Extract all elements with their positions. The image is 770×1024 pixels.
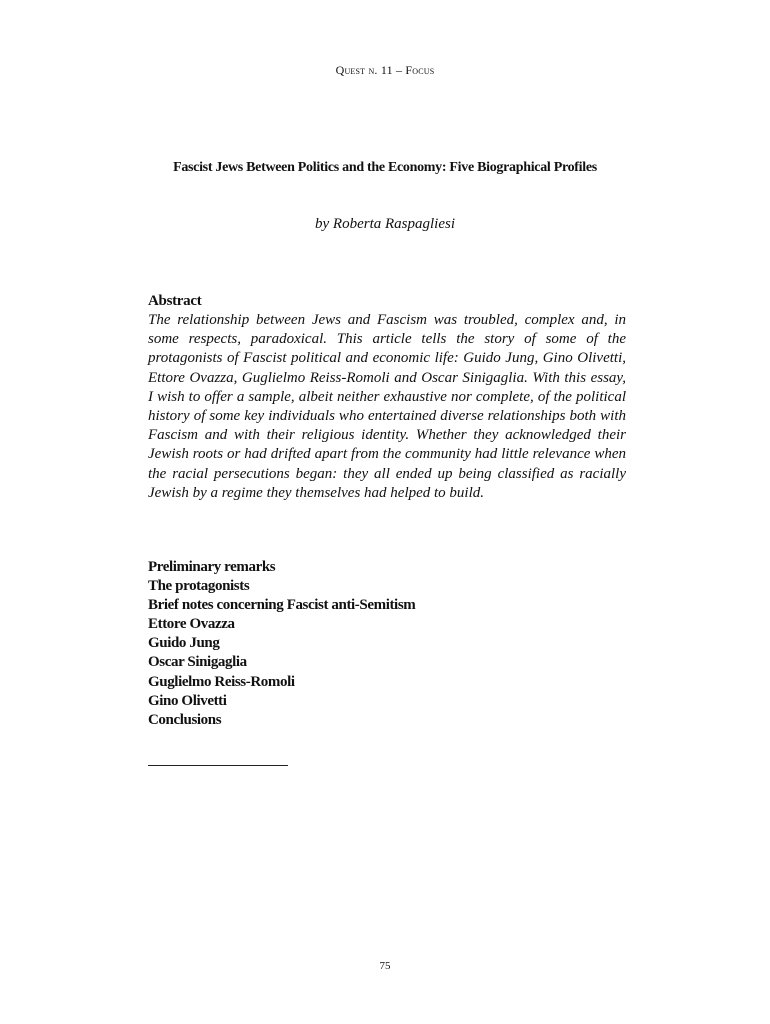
toc-item-protagonists: The protagonists	[148, 578, 250, 595]
article-title: Fascist Jews Between Politics and the Economy: Five Biographical Profiles	[173, 160, 597, 175]
page-number: 75	[379, 960, 391, 972]
toc-item-oscar-sinigaglia: Oscar Sinigaglia	[148, 654, 247, 671]
running-header	[0, 63, 770, 78]
abstract-section	[148, 292, 626, 503]
journal-name: Quest	[335, 63, 366, 77]
toc-item-guglielmo-reiss-romoli: Guglielmo Reiss-Romoli	[148, 673, 295, 690]
toc-item-gino-olivetti: Gino Olivetti	[148, 692, 227, 709]
header-separator: –	[396, 63, 403, 77]
toc-item-anti-semitism-notes: Brief notes concerning Fascist anti-Semitism	[148, 597, 416, 614]
toc-item-conclusions: Conclusions	[148, 711, 222, 728]
abstract-heading: Abstract	[148, 293, 202, 309]
footnote-separator-rule	[148, 765, 288, 766]
toc-item-guido-jung: Guido Jung	[148, 635, 220, 652]
abstract-body: The relationship between Jews and Fascism was troubled, complex and, in some respects, paradoxical. This article tells the story of some of the protagonists of Fascist political and economic life: Guido Jung, Gino Olivetti, Ettore Ovazza, Guglielmo Reiss-Romoli and Oscar Sinigaglia. With this essay, I wish to offer a sample, albeit neither exhaustive nor complete, of the political history of some key individuals who entertained diverse relationships both with Fascism and with their religious identity. Whether they acknowledged their Jewish roots or had drifted apart from the community had little relevance when the racial persecutions began: they all ended up being classified as racially Jewish by a regime they themselves had helped to build.	[148, 312, 626, 501]
table-of-contents	[148, 558, 626, 730]
author-byline: by Roberta Raspagliesi	[315, 216, 455, 232]
toc-item-ettore-ovazza: Ettore Ovazza	[148, 616, 235, 633]
section-name: Focus	[405, 63, 435, 77]
issue-number: n. 11	[368, 63, 393, 77]
toc-item-preliminary-remarks: Preliminary remarks	[148, 559, 276, 575]
